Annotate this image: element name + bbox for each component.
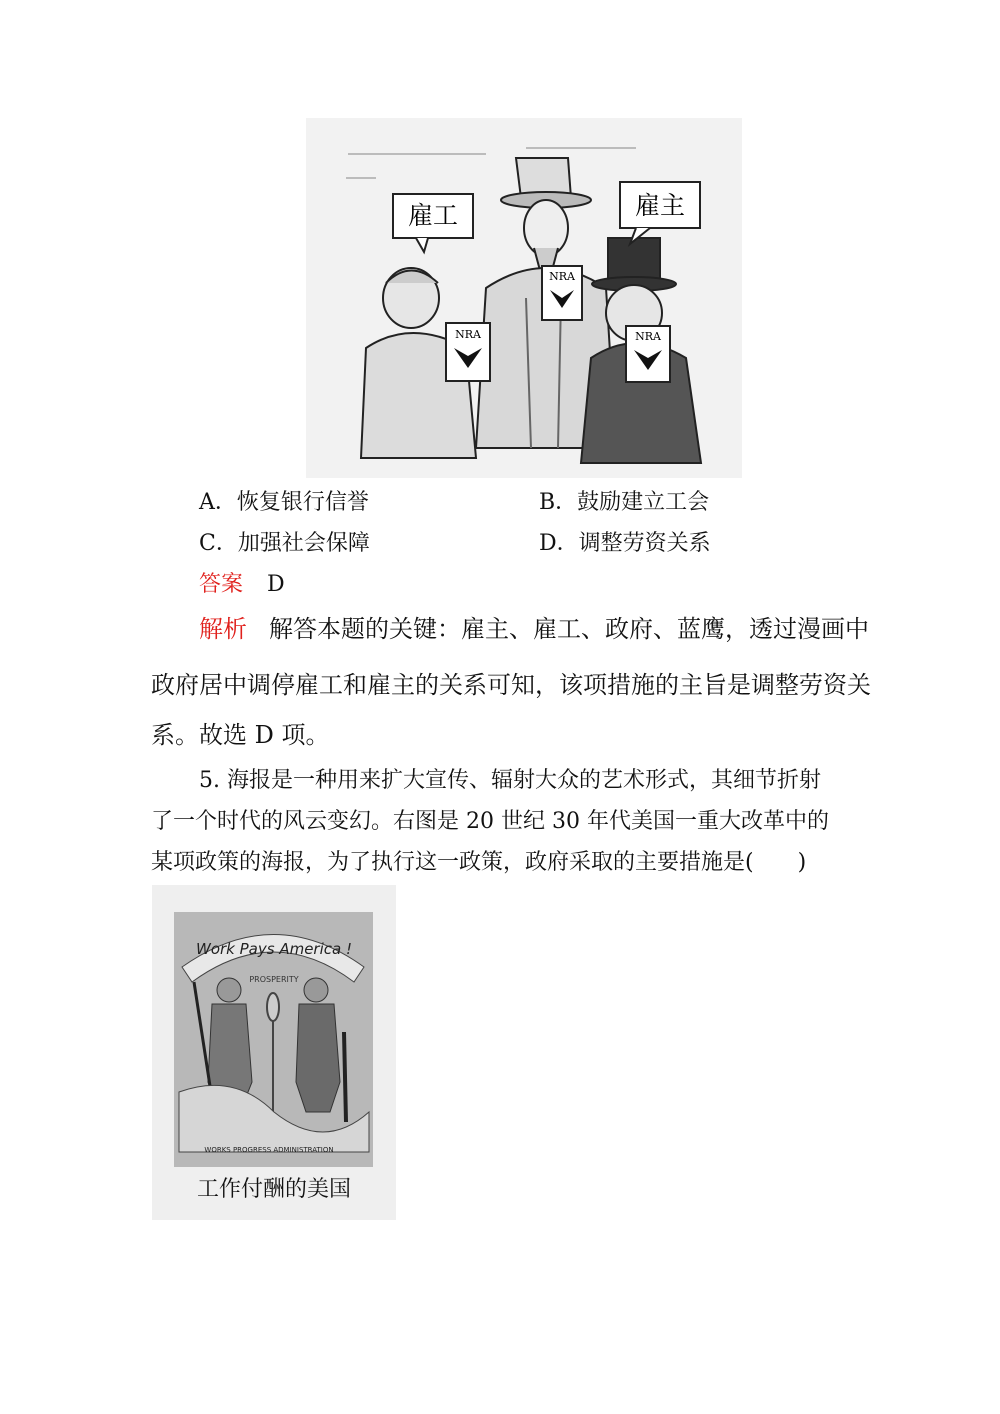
nra-badge-right (626, 326, 670, 382)
analysis-line-3: 系。故选 D 项。 (151, 721, 330, 749)
answer-line (199, 570, 285, 600)
question-5-line-3: 某项政策的海报，为了执行这一政策，政府采取的主要措施是( ) (151, 850, 807, 875)
poster-caption: 工作付酬的美国 (196, 1177, 351, 1202)
svg-text:NRA: NRA (455, 328, 481, 341)
svg-text:雇工: 雇工 (407, 201, 459, 230)
nra-badge-left (446, 323, 490, 381)
option-a: A．恢复银行信誉 (199, 490, 369, 515)
analysis-text-1: 解答本题的关键：雇主、雇工、政府、蓝鹰，透过漫画中 (269, 615, 869, 643)
option-c: C．加强社会保障 (199, 531, 370, 556)
poster-title: Work Pays America ! (196, 940, 352, 958)
nra-badge-center (542, 266, 582, 320)
poster-footer: WORKS PROGRESS ADMINISTRATION (204, 1146, 334, 1154)
option-d: D．调整劳资关系 (539, 531, 711, 556)
answer-value: D (267, 572, 285, 597)
svg-text:NRA: NRA (635, 330, 661, 343)
svg-text:NRA: NRA (549, 270, 575, 283)
answer-label: 答案 (199, 572, 244, 597)
question-5-line-2: 了一个时代的风云变幻。右图是 20 世纪 30 年代美国一重大改革中的 (151, 809, 829, 834)
analysis-line-1 (199, 614, 869, 644)
poster-arc-text: PROSPERITY (249, 975, 299, 984)
analysis-label: 解析 (199, 615, 247, 643)
work-pays-america-poster (174, 912, 373, 1167)
question-5-line-1: 5. 海报是一种用来扩大宣传、辐射大众的艺术形式，其细节折射 (199, 768, 821, 793)
svg-text:雇主: 雇主 (634, 191, 686, 220)
nra-cartoon-image (306, 118, 742, 478)
analysis-line-2: 政府居中调停雇工和雇主的关系可知，该项措施的主旨是调整劳资关 (151, 671, 871, 699)
option-b: B．鼓励建立工会 (539, 490, 710, 515)
